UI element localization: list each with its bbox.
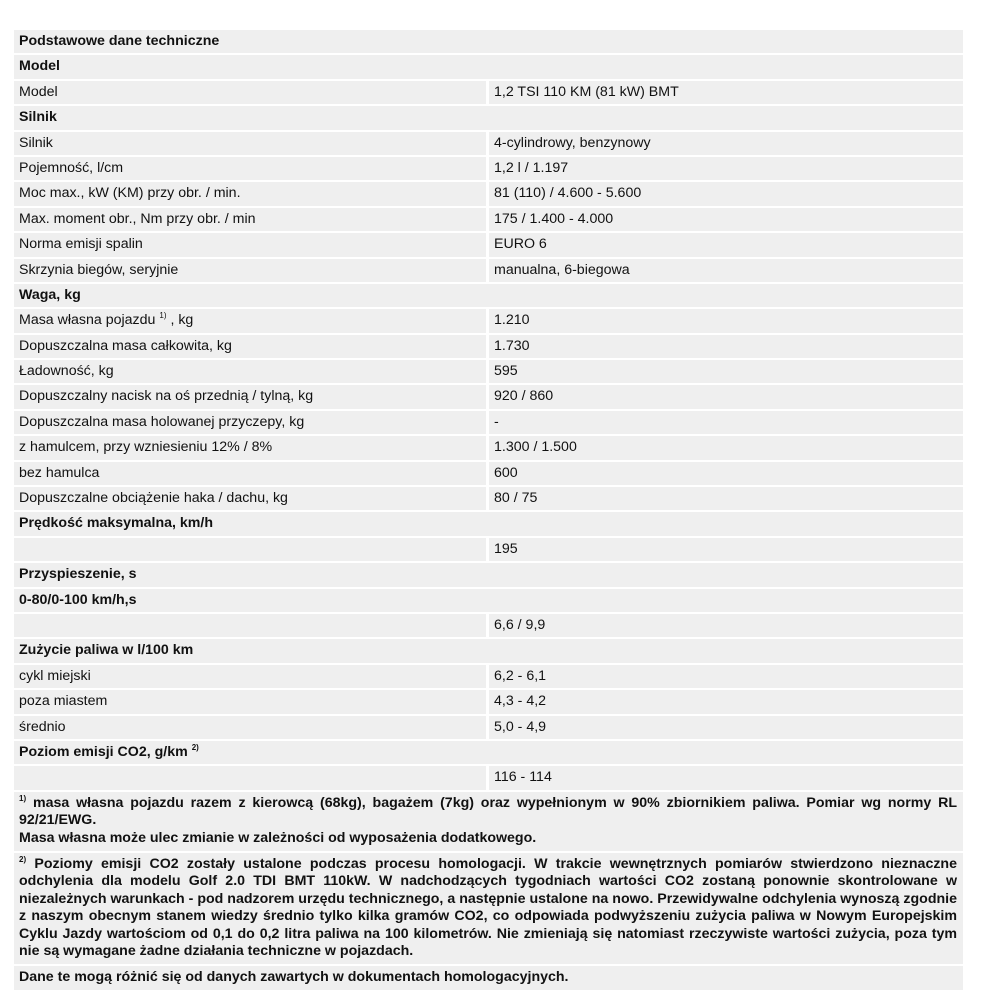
spec-label (14, 690, 486, 713)
section-header (14, 563, 963, 586)
spec-label (14, 182, 486, 205)
spec-value: 195 (489, 538, 963, 561)
spec-rows (14, 30, 963, 790)
section-header (14, 639, 963, 662)
spec-value: - (489, 411, 963, 434)
section-header-row (14, 512, 963, 535)
footnote-1-extra: Masa własna może ulec zmianie w zależności od wyposażenia dodatkowego. (19, 829, 537, 846)
spec-label (14, 538, 486, 561)
spec-label-text: Skrzynia biegów, seryjnie (19, 261, 179, 278)
spec-label (14, 436, 486, 459)
spec-label-text: Norma emisji spalin (19, 236, 143, 253)
spec-label (14, 411, 486, 434)
spec-value: 920 / 860 (489, 385, 963, 408)
spec-label (14, 665, 486, 688)
section-header-label: Prędkość maksymalna, km/h (19, 515, 213, 532)
spec-value: 80 / 75 (489, 487, 963, 510)
spec-row (14, 182, 963, 205)
spec-value: 595 (489, 360, 963, 383)
spec-label (14, 233, 486, 256)
footnote-1-text: masa własna pojazdu razem z kierowcą (68kg), bagażem (7kg) oraz wypełnionym w 90% zbiornikiem paliwa. Pomiar wg normy RL 92/21/EWG. (19, 794, 957, 829)
footnote-ref: 2) (191, 742, 199, 752)
section-header-row (14, 589, 963, 612)
spec-row (14, 385, 963, 408)
spec-value: 4-cylindrowy, benzynowy (489, 132, 963, 155)
spec-label-text: Dopuszczalny nacisk na oś przednią / tylną, kg (19, 388, 314, 405)
section-header (14, 589, 963, 612)
spec-label-text: Silnik (19, 134, 53, 151)
spec-row (14, 462, 963, 485)
spec-row (14, 233, 963, 256)
spec-value: 1,2 TSI 110 KM (81 kW) BMT (489, 81, 963, 104)
spec-label-text: poza miastem (19, 693, 108, 710)
spec-label-text: Max. moment obr., Nm przy obr. / min (19, 210, 256, 227)
section-header-row (14, 106, 963, 129)
section-header (14, 106, 963, 129)
section-header-label: Model (19, 58, 60, 75)
spec-row (14, 309, 963, 332)
spec-row (14, 259, 963, 282)
section-header (14, 741, 963, 764)
spec-value: 1.730 (489, 335, 963, 358)
section-header (14, 284, 963, 307)
spec-row (14, 538, 963, 561)
spec-label-text: cykl miejski (19, 667, 91, 684)
spec-table (14, 30, 963, 992)
footnote-2 (14, 853, 963, 965)
spec-label-text: średnio (19, 718, 66, 735)
section-header (14, 30, 963, 53)
spec-label (14, 132, 486, 155)
spec-row (14, 766, 963, 789)
footnote-3-text: Dane te mogą różnić się od danych zawartych w dokumentach homologacyjnych. (19, 969, 569, 986)
section-header-row (14, 284, 963, 307)
spec-label-text: bez hamulca (19, 464, 100, 481)
footnote-ref: 1) (159, 311, 167, 321)
section-header-row (14, 30, 963, 53)
spec-label-text: Masa własna pojazdu (19, 312, 156, 329)
spec-row (14, 665, 963, 688)
spec-row (14, 690, 963, 713)
spec-value: EURO 6 (489, 233, 963, 256)
spec-row (14, 436, 963, 459)
spec-row (14, 132, 963, 155)
spec-label (14, 208, 486, 231)
section-header (14, 512, 963, 535)
spec-row (14, 411, 963, 434)
spec-label-text: Pojemność, l/cm (19, 159, 124, 176)
section-header-row (14, 639, 963, 662)
footnote-1-marker: 1) (19, 793, 27, 803)
spec-row (14, 208, 963, 231)
spec-label (14, 259, 486, 282)
section-header-label: Waga, kg (19, 286, 81, 303)
spec-label (14, 81, 486, 104)
spec-value: 5,0 - 4,9 (489, 716, 963, 739)
spec-value: 6,2 - 6,1 (489, 665, 963, 688)
spec-label (14, 360, 486, 383)
spec-label-text: Dopuszczalna masa całkowita, kg (19, 337, 232, 354)
spec-label (14, 309, 486, 332)
footnote-3 (14, 966, 963, 990)
spec-value: 1,2 l / 1.197 (489, 157, 963, 180)
spec-value: 175 / 1.400 - 4.000 (489, 208, 963, 231)
spec-label (14, 157, 486, 180)
spec-label-text: Ładowność, kg (19, 363, 114, 380)
spec-label (14, 614, 486, 637)
footnote-1 (14, 792, 963, 851)
spec-row (14, 614, 963, 637)
spec-label (14, 385, 486, 408)
section-header-label: Przyspieszenie, s (19, 566, 137, 583)
spec-row (14, 360, 963, 383)
section-header-label: 0-80/0-100 km/h,s (19, 591, 137, 608)
section-header (14, 55, 963, 78)
spec-label-text: Dopuszczalna masa holowanej przyczepy, kg (19, 413, 305, 430)
spec-label (14, 335, 486, 358)
section-header-label: Podstawowe dane techniczne (19, 33, 220, 49)
spec-row (14, 335, 963, 358)
spec-value: 4,3 - 4,2 (489, 690, 963, 713)
spec-label-suffix: , kg (166, 312, 194, 329)
spec-label (14, 716, 486, 739)
spec-value: 600 (489, 462, 963, 485)
spec-row (14, 487, 963, 510)
section-header-label: Silnik (19, 109, 57, 126)
section-header-label: Poziom emisji CO2, g/km (19, 743, 188, 760)
spec-value: 6,6 / 9,9 (489, 614, 963, 637)
spec-row (14, 81, 963, 104)
spec-value: 1.300 / 1.500 (489, 436, 963, 459)
section-header-row (14, 563, 963, 586)
spec-label-text: Model (19, 83, 58, 100)
section-header-row (14, 55, 963, 78)
spec-label-text: Moc max., kW (KM) przy obr. / min. (19, 185, 241, 202)
spec-row (14, 716, 963, 739)
spec-label-text: z hamulcem, przy wzniesieniu 12% / 8% (19, 439, 273, 456)
section-header-label: Zużycie paliwa w l/100 km (19, 642, 194, 659)
spec-value: 1.210 (489, 309, 963, 332)
section-header-row (14, 741, 963, 764)
spec-row (14, 157, 963, 180)
spec-value: manualna, 6-biegowa (489, 259, 963, 282)
spec-label (14, 766, 486, 789)
spec-label-text: Dopuszczalne obciążenie haka / dachu, kg (19, 490, 288, 507)
spec-value: 81 (110) / 4.600 - 5.600 (489, 182, 963, 205)
spec-label (14, 462, 486, 485)
spec-label (14, 487, 486, 510)
footnote-2-marker: 2) (19, 854, 27, 864)
spec-value: 116 - 114 (489, 766, 963, 789)
footnote-2-text: Poziomy emisji CO2 zostały ustalone podczas procesu homologacji. W trakcie wewnętrznych pomiarów stwierdzono nieznaczne odchylenia dla modelu Golf 2.0 TDI BMT 110kW. W nadchodzących tygodniach wartości CO2 zostaną ponownie skontrolowane w niezależnych warunkach - pod nadzorem urzędu technicznego, a następnie ustalone na nowo. Przewidywalne odchylenia wynoszą zgodnie z naszym obecnym stanem wiedzy średnio tylko kilka gramów CO2, co odpowiada podwyższeniu zużycia paliwa w Nowym Europejskim Cyklu Jazdy wartościom od 0,1 do 0,2 litra paliwa na 100 kilometrów. Nie zmieniają się natomiast rzeczywiste wartości zużycia, poza tym nie są wymagane żadne działania techniczne w pojazdach. (19, 855, 957, 960)
